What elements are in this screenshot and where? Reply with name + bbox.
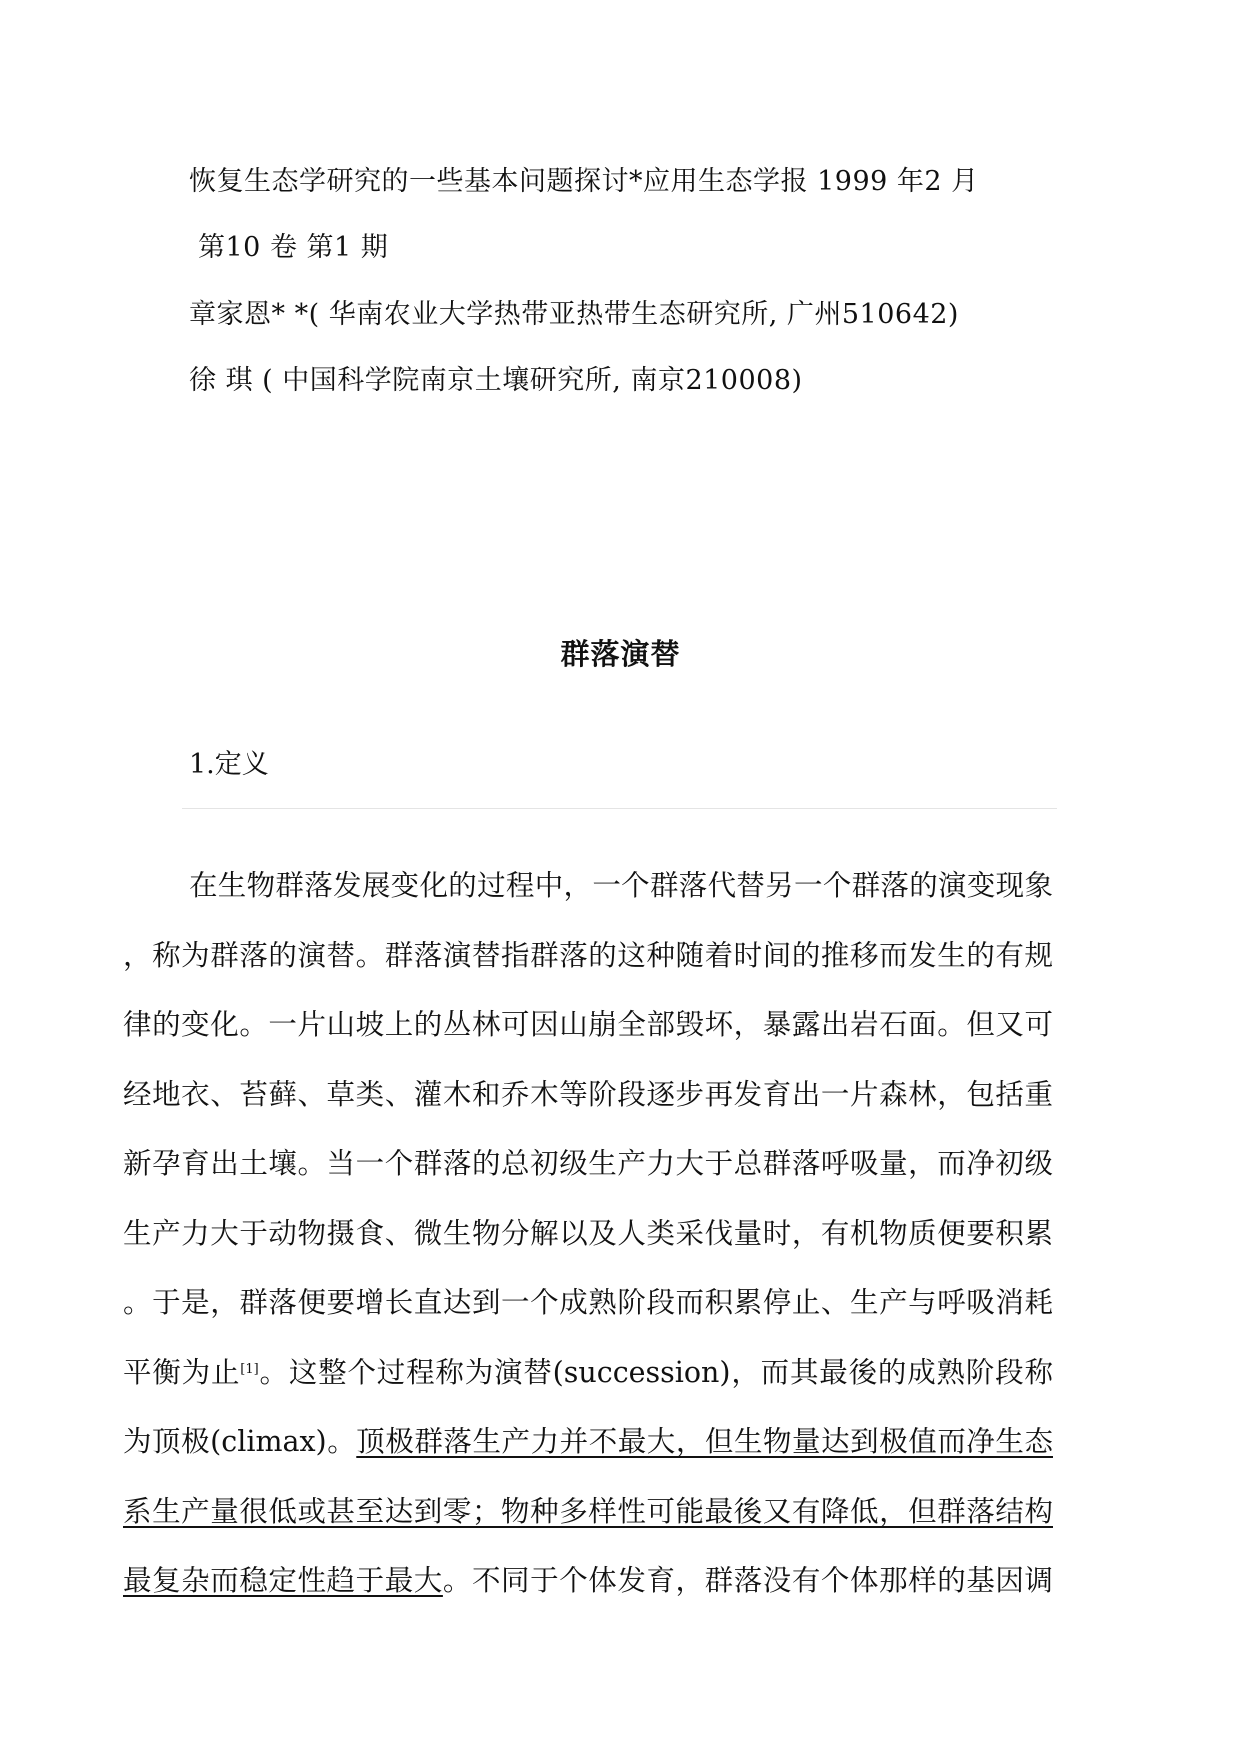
underlined-text: 最复杂而稳定性趋于最大 xyxy=(123,1564,443,1597)
section-title: 群落演替 xyxy=(560,637,681,671)
paragraph-text: 。不同于个体发育，群落没有个体那样的基因调 xyxy=(442,1564,1053,1597)
paragraph-line: 生产力大于动物摄食、微生物分解以及人类采伐量时，有机物质便要积累 xyxy=(123,1217,1053,1250)
paragraph-text: 平衡为止 xyxy=(123,1356,241,1389)
paragraph-line xyxy=(123,1561,1053,1601)
paragraph-line: 在生物群落发展变化的过程中，一个群落代替另一个群落的演变现象 xyxy=(189,869,1053,902)
paragraph-line: 经地衣、苔藓、草类、灌木和乔木等阶段逐步再发育出一片森林，包括重 xyxy=(123,1078,1053,1111)
article-title-line: 恢复生态学研究的一些基本问题探讨*应用生态学报 1999 年2 月 xyxy=(189,166,979,197)
author-affiliation-2: 徐 琪 ( 中国科学院南京土壤研究所, 南京210008) xyxy=(189,365,803,396)
citation-ref: [1] xyxy=(240,1362,259,1377)
paragraph-line: 新孕育出土壤。当一个群落的总初级生产力大于总群落呼吸量，而净初级 xyxy=(123,1147,1053,1180)
paragraph-line xyxy=(123,1422,1053,1462)
author-affiliation-1: 章家恩* *( 华南农业大学热带亚热带生态研究所, 广州510642) xyxy=(189,299,959,330)
underlined-text: 顶极群落生产力并不最大，但生物量达到极值而净生态 xyxy=(356,1425,1053,1458)
paragraph-line xyxy=(123,1492,1053,1532)
paragraph-line: 律的变化。一片山坡上的丛林可因山崩全部毁坏，暴露出岩石面。但又可 xyxy=(123,1008,1053,1041)
paragraph-text: 为顶极(climax)。 xyxy=(123,1425,357,1458)
subheading-definition: 1.定义 xyxy=(189,749,269,780)
underlined-text: 系生产量很低或甚至达到零；物种多样性可能最後又有降低，但群落结构 xyxy=(123,1495,1053,1528)
divider xyxy=(182,808,1057,809)
paragraph-line xyxy=(123,1353,1053,1393)
paragraph-text: 。这整个过程称为演替(succession)，而其最後的成熟阶段称 xyxy=(258,1356,1053,1389)
paragraph-line: ，称为群落的演替。群落演替指群落的这种随着时间的推移而发生的有规 xyxy=(123,939,1053,972)
paragraph-line: 。于是，群落便要增长直达到一个成熟阶段而积累停止、生产与呼吸消耗 xyxy=(123,1286,1053,1319)
volume-issue-line: 第10 卷 第1 期 xyxy=(198,232,389,263)
